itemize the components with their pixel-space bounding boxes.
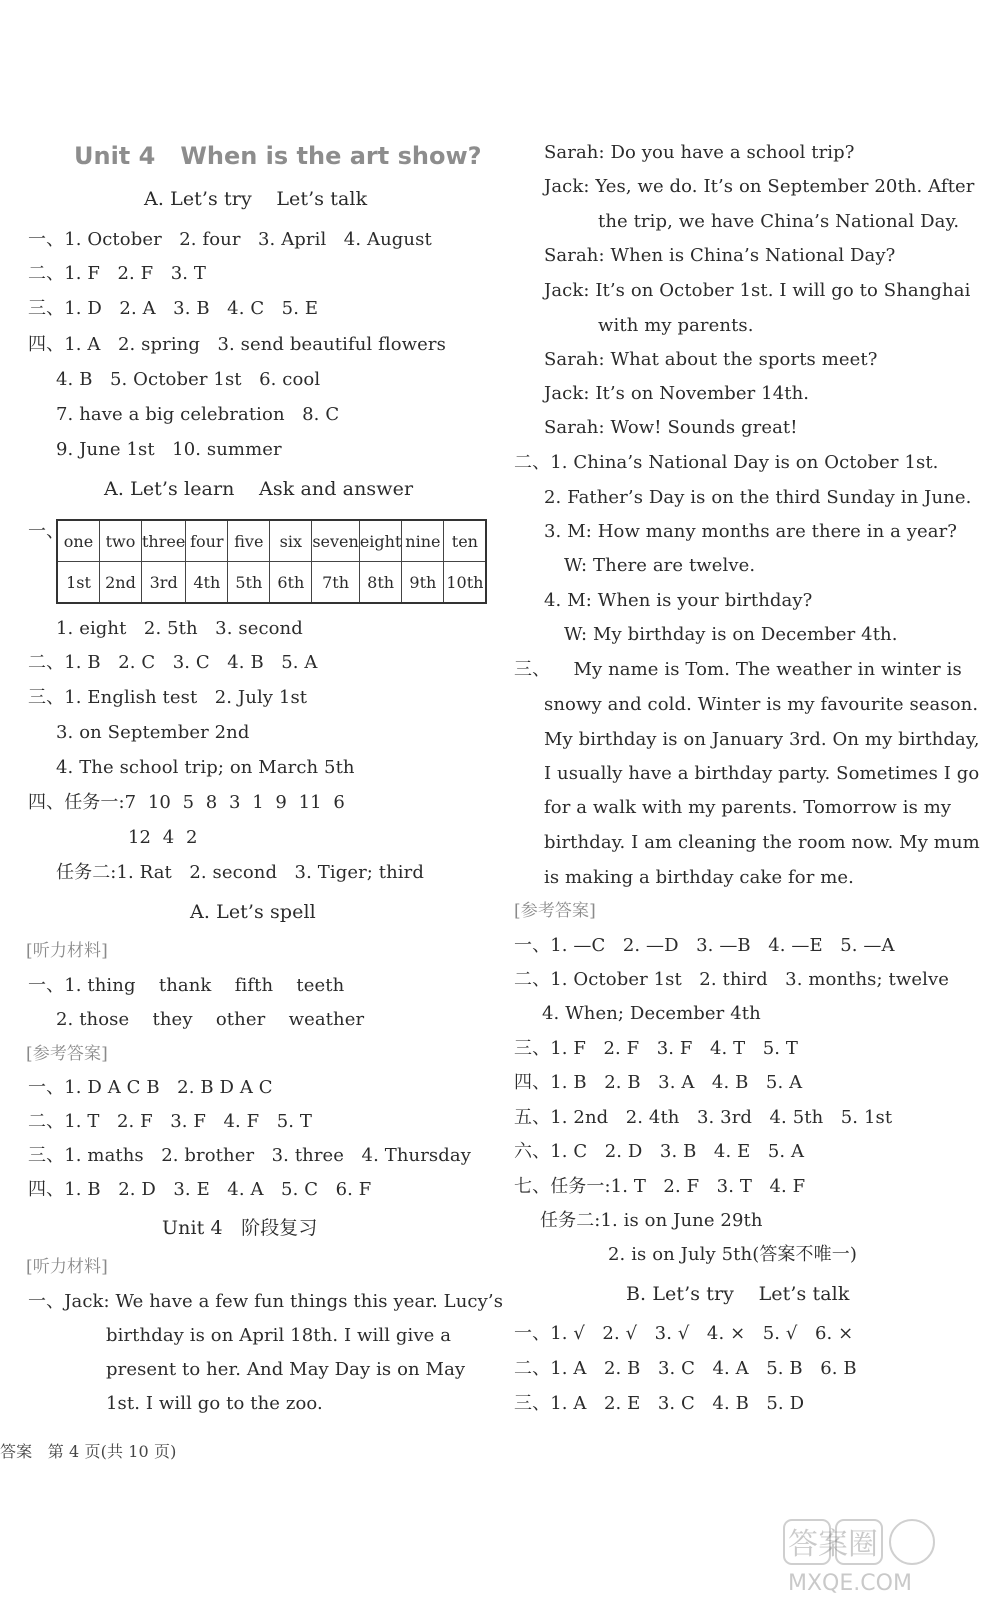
answer-line: 3. M: How many months are there in a year? — [544, 521, 958, 542]
answer-line: 12 4 2 — [128, 827, 198, 848]
table-cell: 3rd — [142, 562, 186, 604]
reference-answer-tag: [参考答案] — [514, 901, 596, 921]
answer-line: for a walk with my parents. Tomorrow is my — [544, 797, 952, 818]
table-cell: 8th — [359, 562, 402, 604]
answer-line: 四、1. A 2. spring 3. send beautiful flowers — [28, 334, 446, 355]
table-cell: 9th — [402, 562, 444, 604]
answer-line: 三、1. maths 2. brother 3. three 4. Thursday — [28, 1145, 471, 1166]
answer-line: 4. B 5. October 1st 6. cool — [56, 369, 321, 390]
answer-line: 一、1. D A C B 2. B D A C — [28, 1077, 273, 1098]
answer-line: I usually have a birthday party. Sometimes I go — [544, 763, 980, 784]
answer-line: Sarah: What about the sports meet? — [544, 349, 878, 370]
table-cell: four — [186, 520, 228, 562]
table-cell: three — [142, 520, 186, 562]
answer-line: 7. have a big celebration 8. C — [56, 404, 340, 425]
answer-line: Sarah: Wow! Sounds great! — [544, 417, 798, 438]
answer-line: Jack: It’s on October 1st. I will go to Shanghai — [544, 280, 971, 301]
answer-line: 二、1. F 2. F 3. T — [28, 263, 207, 284]
table-cell: 1st — [57, 562, 100, 604]
table-cell: 10th — [444, 562, 487, 604]
unit-title: Unit 4 When is the art show? — [74, 142, 482, 170]
answer-line: W: My birthday is on December 4th. — [564, 624, 898, 645]
table-cell: seven — [312, 520, 360, 562]
answer-line: 二、1. China’s National Day is on October 1st. — [514, 452, 939, 473]
answer-line: the trip, we have China’s National Day. — [598, 211, 960, 232]
reference-answer-tag: [参考答案] — [26, 1044, 108, 1064]
page-footer: 答案 第 4 页(共 10 页) — [0, 1442, 177, 1461]
listening-material-tag: [听力材料] — [26, 1257, 108, 1277]
answer-line: 任务二:1. is on June 29th — [540, 1210, 763, 1231]
answer-line: 三、1. F 2. F 3. F 4. T 5. T — [514, 1038, 799, 1059]
answer-line: My birthday is on January 3rd. On my birthday, — [544, 729, 980, 750]
answer-line: 二、1. October 1st 2. third 3. months; twelve — [514, 969, 949, 990]
table-cell: ten — [444, 520, 487, 562]
watermark-url: MXQE.COM — [788, 1571, 912, 1596]
answer-line: 三、1. English test 2. July 1st — [28, 687, 308, 708]
answer-line: snowy and cold. Winter is my favourite season. — [544, 694, 979, 715]
answer-line: 二、1. A 2. B 3. C 4. A 5. B 6. B — [514, 1358, 857, 1379]
watermark-text: 答案圈 — [788, 1527, 878, 1562]
answer-line: 1. eight 2. 5th 3. second — [56, 618, 303, 639]
answer-line: Sarah: Do you have a school trip? — [544, 142, 855, 163]
answer-line: 一、1. —C 2. —D 3. —B 4. —E 5. —A — [514, 935, 895, 956]
section-heading: A. Let’s spell — [190, 901, 316, 923]
answer-line: 一、1. October 2. four 3. April 4. August — [28, 229, 432, 250]
table-cell: one — [57, 520, 100, 562]
answer-line: W: There are twelve. — [564, 555, 756, 576]
answer-line: present to her. And May Day is on May — [106, 1359, 466, 1380]
ordinal-table — [56, 519, 487, 604]
answer-line: 9. June 1st 10. summer — [56, 439, 282, 460]
answer-line: 四、1. B 2. B 3. A 4. B 5. A — [514, 1072, 803, 1093]
answer-line: 4. The school trip; on March 5th — [56, 757, 355, 778]
answer-line: birthday is on April 18th. I will give a — [106, 1325, 452, 1346]
section-heading: Unit 4 阶段复习 — [162, 1217, 318, 1239]
answer-line: 三、 My name is Tom. The weather in winter is — [514, 659, 962, 680]
answer-line: 4. When; December 4th — [542, 1003, 761, 1024]
answer-line: 一、 — [28, 521, 65, 542]
section-heading: B. Let’s try Let’s talk — [626, 1283, 850, 1305]
answer-line: 3. on September 2nd — [56, 722, 250, 743]
answer-line: Sarah: When is China’s National Day? — [544, 245, 896, 266]
section-heading: A. Let’s learn Ask and answer — [104, 478, 414, 500]
table-cell: five — [228, 520, 270, 562]
table-cell: 2nd — [100, 562, 142, 604]
table-cell: nine — [402, 520, 444, 562]
table-cell: two — [100, 520, 142, 562]
answer-line: 2. those they other weather — [56, 1009, 365, 1030]
answer-line: 二、1. B 2. C 3. C 4. B 5. A — [28, 652, 318, 673]
answer-line: 七、任务一:1. T 2. F 3. T 4. F — [514, 1176, 806, 1197]
answer-line: Jack: It’s on November 14th. — [544, 383, 810, 404]
section-heading: A. Let’s try Let’s talk — [144, 188, 368, 210]
answer-line: with my parents. — [598, 315, 754, 336]
answer-line: 4. M: When is your birthday? — [544, 590, 813, 611]
answer-line: 任务二:1. Rat 2. second 3. Tiger; third — [56, 862, 424, 883]
answer-line: 三、1. D 2. A 3. B 4. C 5. E — [28, 298, 319, 319]
answer-line: 六、1. C 2. D 3. B 4. E 5. A — [514, 1141, 805, 1162]
answer-line: 一、1. thing thank fifth teeth — [28, 975, 345, 996]
answer-line: Jack: Yes, we do. It’s on September 20th. After — [544, 176, 975, 197]
table-cell: 7th — [312, 562, 360, 604]
table-cell: 4th — [186, 562, 228, 604]
answer-line: 一、1. √ 2. √ 3. √ 4. × 5. √ 6. × — [514, 1323, 854, 1344]
answer-line: 二、1. T 2. F 3. F 4. F 5. T — [28, 1111, 313, 1132]
watermark-logo — [780, 1516, 990, 1596]
table-cell: eight — [359, 520, 402, 562]
table-cell: 6th — [270, 562, 312, 604]
answer-line: 五、1. 2nd 2. 4th 3. 3rd 4. 5th 5. 1st — [514, 1107, 893, 1128]
listening-material-tag: [听力材料] — [26, 941, 108, 961]
answer-line: 三、1. A 2. E 3. C 4. B 5. D — [514, 1393, 805, 1414]
answer-line: is making a birthday cake for me. — [544, 867, 854, 888]
answer-line: 1st. I will go to the zoo. — [106, 1393, 323, 1414]
answer-line: 一、Jack: We have a few fun things this year. Lucy’s — [28, 1291, 504, 1312]
answer-line: 四、1. B 2. D 3. E 4. A 5. C 6. F — [28, 1179, 372, 1200]
answer-line: 2. Father’s Day is on the third Sunday in June. — [544, 487, 972, 508]
table-cell: six — [270, 520, 312, 562]
answer-line: birthday. I am cleaning the room now. My mum — [544, 832, 980, 853]
table-cell: 5th — [228, 562, 270, 604]
answer-line: 2. is on July 5th(答案不唯一) — [608, 1244, 857, 1265]
answer-line: 四、任务一:7 10 5 8 3 1 9 11 6 — [28, 792, 345, 813]
